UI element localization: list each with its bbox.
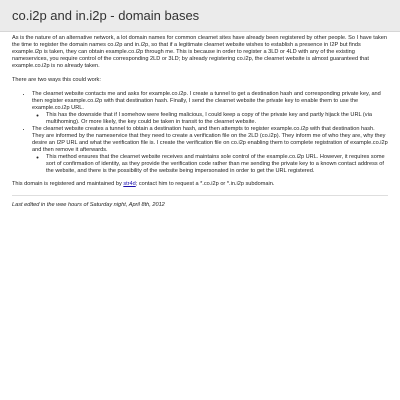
page-header — [0, 0, 400, 32]
maintainer-paragraph — [12, 181, 388, 188]
way-item — [32, 91, 388, 126]
main-content — [0, 32, 400, 209]
way-text: The clearnet website contacts me and asks for example.co.i2p. I create a tunnel to get a destination hash and corresponding private key, and then register example.co.i2p with that destination hash. Finally, I send the clearnet website the private key to enable them to use the example.co.i2p URL. — [32, 91, 381, 111]
way-subitem: ◦ This has the downside that if I somehow were feeling malicious, I could keep a copy of the private key and partly hijack the URL (via multihoming). Or more likely, the key could be taken in transit to the clearnet website. — [46, 112, 388, 126]
maintainer-text-after: ; contact him to request a *.co.i2p or *.in.i2p subdomain. — [135, 181, 275, 187]
divider — [12, 195, 388, 196]
page-title: co.i2p and in.i2p - domain bases — [12, 8, 200, 23]
maintainer-text-before: This domain is registered and maintained by — [12, 181, 124, 187]
way-text: The clearnet website creates a tunnel to obtain a destination hash, and then attempts to register example.co.i2p with that destination hash. They are informed by the nameservice that they need to create a verification file on the 2LD (co.i2p). They inform me of who they are, why they desire an I2P URL and what the verification file is. I create the verification file on co.i2p enabling them to complete registration of example.co.i2p and then remove it afterwards. — [32, 126, 388, 153]
last-edited: Last edited in the wee hours of Saturday night, April 8th, 2012 — [12, 202, 165, 208]
ways-intro: There are two ways this could work: — [12, 77, 101, 83]
intro-paragraph: As is the nature of an alternative network, a lot domain names for common clearnet sites have already been registered by other people. So I have taken the time to register the domain names co.i2p and in.i2p, so that if a legitimate clearnet website wishes to establish a presence in I2P but finds example.i2p is taken, they can obtain example.co.i2p through me. This is because in order to register a 3LD or 4LD with any of the existing nameservices, you require control of the corresponding 2LD or 3LD; by already registering co.i2p, the clearnet website is almost guaranteed that example.co.i2p is no already taken. — [12, 35, 387, 69]
way-subitem: ◦ This method ensures that the clearnet website receives and maintains sole control of the example.co.i2p URL. However, it requires some sort of confirmation of identity, as they provide the verification code rather than me sending the private key to a known contact address of the website, and there is the possibility of the website being impersonated in order to get the URL registered. — [46, 154, 388, 175]
way-sublist — [32, 154, 388, 175]
ways-list — [12, 91, 388, 175]
way-item — [32, 126, 388, 175]
way-sublist — [32, 112, 388, 126]
maintainer-link[interactable]: str4d — [123, 181, 136, 187]
